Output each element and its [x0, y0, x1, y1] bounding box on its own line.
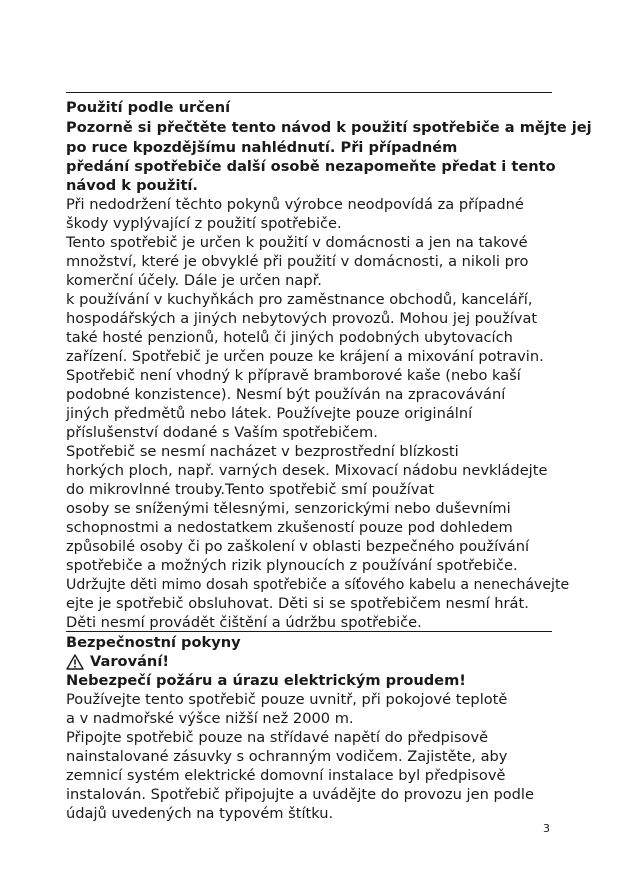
body-line: horkých ploch, např. varných desek. Mixovací nádobu nevkládejte — [66, 462, 548, 479]
bold-line: po ruce kpozdějšímu nahlédnutí. Při případném — [66, 139, 458, 156]
body-line: množství, které je obvyklé při použití v domácnosti, a nikoli pro — [66, 253, 529, 270]
body-line: Při nedodržení těchto pokynů výrobce neodpovídá za případné — [66, 196, 524, 213]
body-line: k používání v kuchyňkách pro zaměstnance obchodů, kanceláří, — [66, 291, 533, 308]
body-line: komerční účely. Dále je určen např. — [66, 272, 322, 289]
body-line: jiných předmětů nebo látek. Používejte pouze originální — [66, 405, 473, 422]
body-line: Tento spotřebič je určen k použití v domácnosti a jen na takové — [66, 234, 528, 251]
body-line: Spotřebič není vhodný k přípravě bramborové kaše (nebo kaší — [66, 367, 521, 384]
body-line: také hosté penzionů, hotelů či jiných podobných ubytovacích — [66, 329, 513, 346]
top-rule — [66, 92, 552, 93]
warning-triangle-icon — [66, 654, 84, 670]
bold-line: návod k použití. — [66, 177, 198, 194]
bold-line: předání spotřebiče další osobě nezapomeňte předat i tento — [66, 158, 556, 175]
body-line: škody vyplývající z použití spotřebiče. — [66, 215, 342, 232]
body-line: Spotřebič se nesmí nacházet v bezprostřední blízkosti — [66, 443, 459, 460]
section-title-safety: Bezpečnostní pokyny — [66, 634, 241, 651]
body-line: schopnostmi a nedostatkem zkušeností pouze pod dohledem — [66, 519, 513, 536]
body-line: příslušenství dodané s Vaším spotřebičem. — [66, 424, 378, 441]
body-line: hospodářských a jiných nebytových provozů. Mohou jej používat — [66, 310, 538, 327]
body-line: způsobilé osoby či po zaškolení v oblasti bezpečného používání — [66, 538, 530, 555]
body-line: do mikrovlnné trouby.Tento spotřebič smí používat — [66, 481, 435, 498]
warning-heading: Nebezpečí požáru a úrazu elektrickým proudem! — [66, 672, 466, 689]
body-line: ejte je spotřebič obsluhovat. Děti si se spotřebičem nesmí hrát. — [66, 595, 529, 612]
body-line: nainstalované zásuvky s ochranným vodičem. Zajistěte, aby — [66, 748, 508, 765]
body-line: Děti nesmí provádět čištění a údržbu spotřebiče. — [66, 614, 422, 631]
body-line: zemnicí systém elektrické domovní instalace byl předpisově — [66, 767, 506, 784]
body-line: a v nadmořské výšce nižší než 2000 m. — [66, 710, 354, 727]
bold-line: Pozorně si přečtěte tento návod k použití spotřebiče a mějte jej — [66, 119, 592, 136]
section-divider — [66, 631, 552, 632]
body-line: údajů uvedených na typovém štítku. — [66, 805, 334, 822]
body-line: spotřebiče a možných rizik plynoucích z používání spotřebiče. — [66, 557, 518, 574]
body-line: podobné konzistence). Nesmí být používán na zpracovávání — [66, 386, 506, 403]
body-line: Připojte spotřebič pouze na střídavé napětí do předpisově — [66, 729, 489, 746]
page-number: 3 — [543, 822, 550, 835]
body-line: instalován. Spotřebič připojujte a uvádějte do provozu jen podle — [66, 786, 534, 803]
body-line: Udržujte děti mimo dosah spotřebiče a síťového kabelu a nenechávejte — [66, 577, 570, 593]
body-line: zařízení. Spotřebič je určen pouze ke krájení a mixování potravin. — [66, 348, 544, 365]
warning-label: Varování! — [90, 653, 169, 670]
body-line: osoby se sníženými tělesnými, senzorickými nebo duševními — [66, 500, 511, 517]
body-line: Používejte tento spotřebič pouze uvnitř, při pokojové teplotě — [66, 691, 508, 708]
section-title-intended-use: Použití podle určení — [66, 99, 231, 116]
